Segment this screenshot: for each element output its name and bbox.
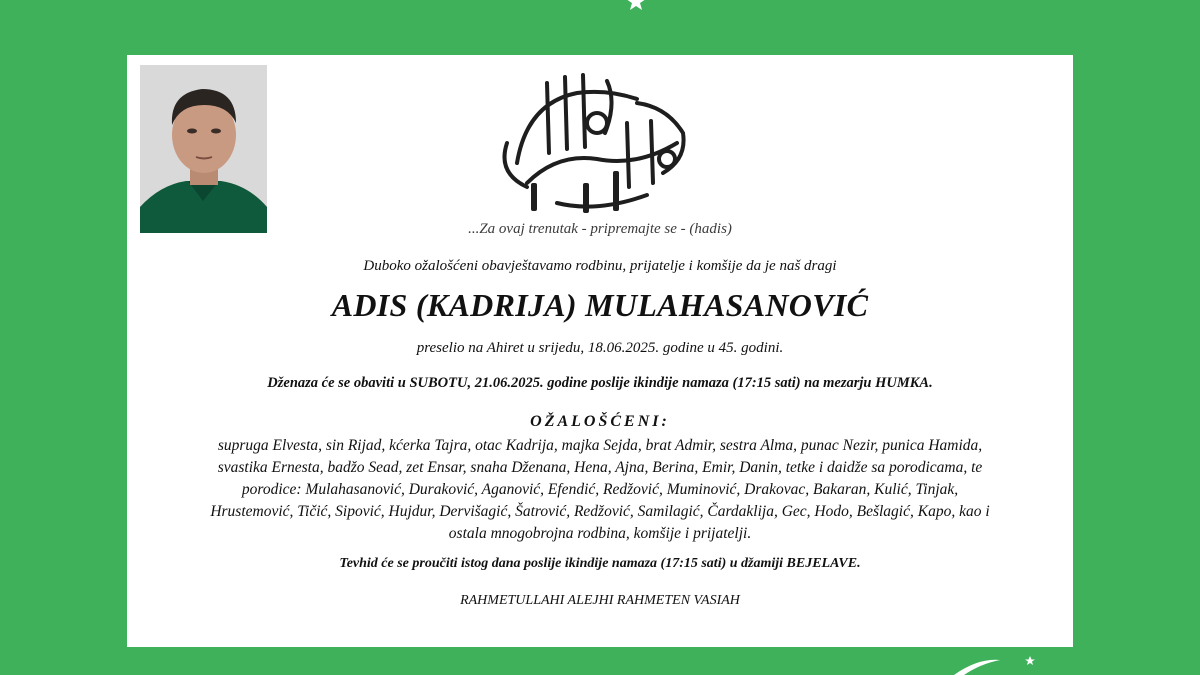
portrait-illustration [140, 65, 267, 233]
mourners-line: ostala mnogobrojna rodbina, komšije i prijatelji. [448, 525, 752, 542]
mourners-line: supruga Elvesta, sin Rijad, kćerka Tajra, otac Kadrija, majka Sejda, brat Admir, sestra Alma, punac Nezir, punica Hamida, [217, 437, 983, 454]
obituary-card [127, 55, 1073, 647]
crescent-star-icon [540, 0, 660, 42]
mourners-line: Hrustemović, Tičić, Sipović, Hujdur, Dervišagić, Šatrović, Redžović, Samilagić, Čardaklija, Gec, Hodo, Bešlagić, Kapo, kao i [210, 503, 990, 520]
mourners-line: porodice: Mulahasanović, Duraković, Aganović, Efendić, Redžović, Muminović, Drakovac, Bakaran, Kulić, Tinjak, [241, 481, 959, 498]
deceased-name: ADIS (KADRIJA) MULAHASANOVIĆ [331, 287, 869, 323]
death-date-line: preselio na Ahiret u srijedu, 18.06.2025. godine u 45. godini. [416, 340, 784, 356]
mourners-line: svastika Ernesta, badžo Sead, zet Ensar, snaha Dženana, Hena, Ajna, Berina, Emir, Danin, tetke i daidže sa porodicama, te [217, 459, 983, 476]
portrait-photo [140, 65, 267, 233]
mourners-list [141, 435, 1059, 545]
mourners-heading: OŽALOŠĆENI: [530, 413, 670, 430]
crescent-star-icon [950, 652, 1040, 675]
funeral-info: Dženaza će se obaviti u SUBOTU, 21.06.2025. godine poslije ikindije namaza (17:15 sati) na mezarju HUMKA. [267, 375, 933, 391]
arabic-calligraphy-icon [487, 63, 707, 221]
announcement-intro: Duboko ožalošćeni obavještavamo rodbinu, prijatelje i komšije da je naš dragi [363, 258, 837, 274]
hadis-quote: ...Za ovaj trenutak - pripremajte se - (hadis) [468, 221, 732, 237]
tevhid-info: Tevhid će se proučiti istog dana poslije ikindije namaza (17:15 sati) u džamiji BEJELAVE. [339, 556, 861, 571]
closing-prayer: RAHMETULLAHI ALEJHI RAHMETEN VASIAH [460, 593, 740, 608]
